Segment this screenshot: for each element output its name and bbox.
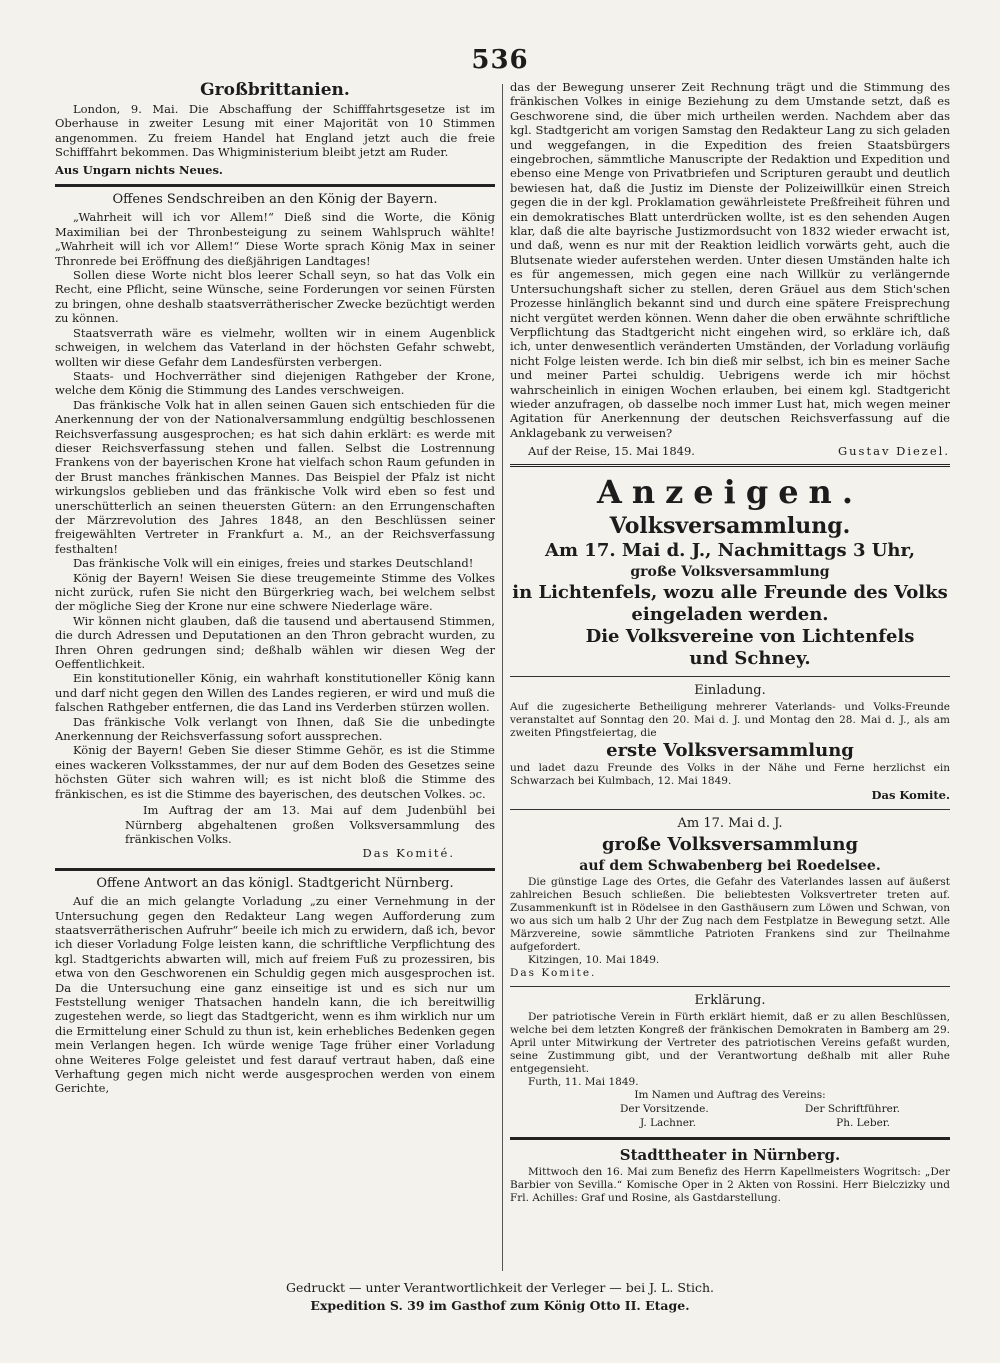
letter-paragraph: Staatsverrath wäre es vielmehr, wollten wir in einem Augenblick schweigen, in welchem das Vaterland in der höchsten Gefahr schwebt, wollten wir diese Gefahr dem Landesfürsten verbergen. bbox=[55, 325, 495, 369]
ad-role-left: Der Vorsitzende. bbox=[620, 1102, 709, 1115]
letter-paragraph: Das fränkische Volk will ein einiges, freies und starkes Deutschland! bbox=[73, 556, 474, 571]
ad-date: Am 17. Mai d. J. bbox=[677, 815, 783, 831]
ad-event-line: große Volksversammlung bbox=[630, 564, 830, 581]
ad-place-date: Kitzingen, 10. Mai 1849. bbox=[528, 953, 660, 966]
ad-location: auf dem Schwabenberg bei Roedelsee. bbox=[579, 857, 881, 874]
ad-einladung-text: Auf die zugesicherte Betheiligung mehrerer Vaterlands- und Volks-Freunde veranstaltet auf Sonntag den 20. Mai d. J. und Montag den 28. Mai d. J., als am zweiten Pfingstfeiertag, die bbox=[510, 701, 950, 740]
antwort-title: Offene Antwort an das königl. Stadtgericht Nürnberg. bbox=[96, 875, 454, 891]
ad-erklaerung-text: Der patriotische Verein in Fürth erklärt hiemit, daß er zu allen Beschlüssen, welche bei dem letzten Kongreß der fränkischen Demokraten in Bamberg am 29. April unter Mitwirkung der Vertreter des patriotischen Vereins gefaßt wurden, seine Zustimmung gibt, und der Verantwortung deßhalb mit aller Ruhe entgegensieht. bbox=[510, 1010, 950, 1075]
theater-text: Mittwoch den 16. Mai zum Benefiz des Herrn Kapellmeisters Wogritsch: „Der Barbier von Sevilla.“ Komische Oper in 2 Akten von Rossini. Herr Bielczizky und Frl. Achilles: Graf und Rosine, als Gastdarstellung. bbox=[510, 1165, 950, 1204]
letter-paragraph: König der Bayern! Weisen Sie diese treugemeinte Stimme des Volkes nicht zurück, rufen Sie nicht den Bürgerkrieg wach, bei welchem selbst der mögliche Sieg der Krone nur eine schwere Niederlage wäre. bbox=[55, 570, 495, 614]
gb-heading: Großbrittanien. bbox=[200, 80, 350, 100]
ad-place-line: in Lichtenfels, wozu alle Freunde des Volks eingeladen werden. bbox=[512, 582, 948, 626]
ad-organizer-line: Die Volksvereine von Lichtenfels und Schney. bbox=[585, 626, 915, 670]
letter-paragraph: Ein konstitutioneller König, ein wahrhaft konstitutioneller König kann und darf nicht gegen den Willen des Landes regieren, er wird und muß die falschen Rathgeber entfernen, die das Land ins Verderben stürzen wollen. bbox=[55, 671, 495, 715]
right-column bbox=[510, 80, 950, 1205]
ad-erklaerung-title: Erklärung. bbox=[694, 992, 766, 1008]
ad-rule bbox=[510, 986, 950, 987]
ad-einladung-event: erste Volksversammlung bbox=[606, 740, 854, 762]
letter-paragraph: Staats- und Hochverräther sind diejenigen Rathgeber der Krone, welche dem König die Stimmung des Landes verschweigen. bbox=[55, 368, 495, 398]
theater-title: Stadttheater in Nürnberg. bbox=[619, 1145, 841, 1164]
ad-text: Die günstige Lage des Ortes, die Gefahr des Vaterlandes lassen auf äußerst zahlreichen Besuch schließen. Die beliebtesten Volksvertreter treten auf. Zusammenkunft ist in Rödelsee in den Gasthäusern zum Löwen und Schwan, von wo aus sich um halb 2 Uhr der Zug nach dem Festplatze in Bewegung setzt. Alle Märzvereine, sowie sämmtliche Patrioten Frankens sind zur Theilnahme aufgefordert. bbox=[510, 875, 950, 953]
ad-name-left: J. Lachner. bbox=[640, 1116, 697, 1129]
ad-erklaerung-place: Furth, 11. Mai 1849. bbox=[528, 1075, 639, 1088]
antwort-place-date: Auf der Reise, 15. Mai 1849. bbox=[528, 444, 695, 459]
ungarn-note: Aus Ungarn nichts Neues. bbox=[55, 162, 223, 177]
letter-signature: Das Komité. bbox=[362, 846, 455, 861]
antwort-continued: das der Bewegung unserer Zeit Rechnung trägt und die Stimmung des fränkischen Volkes in einige Beziehung zu dem Umstande setzt, daß es Geschworene sind, die über mich urtheilen werden. Nachdem aber das kgl. Stadtgericht am vorigen Samstag den Redakteur Lang zu sich geladen und weggefangen, in die Expedition des freien Staatsbürgers eingebrochen, sämmtliche Manuscripte der Redaktion und Expedition und ebenso eine Menge von Privatbriefen und Scripturen geraubt und deutlich bewiesen hat, daß die Justiz im Dienste der Polizeiwillkür einen Streich gegen die in der kgl. Proklamation gewährleistete Preßfreiheit führen und ein demokratisches Blatt unterdrücken wollte, ist es den sehenden Augen klar, daß die alte bayrische Justizmordsucht von 1832 wieder erwacht ist, und daß, wenn es nur mit der Reaktion leidlich vorwärts geht, auch die Blutsenate wieder auferstehen werden. Unter diesen Umständen halte ich es für angemessen, mich gegen eine nach Willkür zu verlängernde Untersuchungshaft sicher zu stellen, deren Gräuel aus dem Stich'schen Prozesse hinlänglich bekannt sind und durch eine spätere Freisprechung nicht vergütet werden können. Wenn daher die oben erwähnte schriftliche Verpflichtung das Stadtgericht nicht eingehen wird, so erkläre ich, daß ich, unter denwesentlich veränderten Umständen, der Vorladung vorläufig nicht Folge leisten werde. Ich bin dieß mir selbst, ich bin es meiner Sache und meiner Partei schuldig. Uebrigens werde ich mir höchst wahrscheinlich in einigen Wochen erlauben, bei einem kgl. Stadtgericht wieder anzufragen, ob dasselbe noch immer Lust hat, mich wegen meiner Agitation für Anerkennung der deutschen Reichsverfassung auf die Anklagebank zu verweisen? bbox=[510, 80, 950, 440]
letter-paragraph: Das fränkische Volk verlangt von Ihnen, daß Sie die unbedingte Anerkennung der Reichsverfassung sofort aussprechen. bbox=[55, 714, 495, 744]
section-rule bbox=[55, 184, 495, 187]
letter-paragraph: Sollen diese Worte nicht blos leerer Schall seyn, so hat das Volk ein Recht, eine Pflicht, seine Wünsche, seine Forderungen vor seinen Fürsten zu bringen, ohne deshalb staatsverrätherischer Zwecke bezüchtigt werden zu können. bbox=[55, 268, 495, 326]
letter-closing: Im Auftrag der am 13. Mai auf dem Judenbühl bei Nürnberg abgehaltenen großen Volksversammlung des fränkischen Volks. bbox=[125, 803, 495, 846]
left-column bbox=[55, 80, 495, 1096]
ad-volksversammlung-title: Volksversammlung. bbox=[609, 513, 851, 540]
ad-event: große Volksversammlung bbox=[601, 833, 859, 855]
page-number: 536 bbox=[471, 45, 529, 75]
section-rule bbox=[55, 868, 495, 871]
letter-paragraph: König der Bayern! Geben Sie dieser Stimme Gehör, es ist die Stimme eines wackeren Volksstammes, der nur auf dem Boden des Gesetzes seine höchsten Güter sich wahren will; es ist nicht bloß die Stimme des fränkischen, es ist die Stimme des bayerischen, des deutschen Volkes. ɔc. bbox=[55, 743, 495, 801]
ad-role-right: Der Schriftführer. bbox=[804, 1102, 900, 1115]
ad-einladung-title: Einladung. bbox=[694, 683, 766, 699]
footer-printer: Gedruckt — unter Verantwortlichkeit der Verleger — bei J. L. Stich. bbox=[286, 1280, 714, 1295]
gb-text: London, 9. Mai. Die Abschaffung der Schifffahrtsgesetze ist im Oberhause in zweiter Lesung mit einer Majorität von 10 Stimmen angenommen. Zu freiem Handel hat England jetzt auch die freie Schifffahrt bekommen. Das Whigministerium bleibt jetzt am Ruder. bbox=[55, 102, 495, 160]
footer-expedition: Expedition S. 39 im Gasthof zum König Otto II. Etage. bbox=[310, 1298, 690, 1313]
antwort-signature: Gustav Diezel. bbox=[837, 444, 950, 459]
letter-paragraph: Das fränkische Volk hat in allen seinen Gauen sich entschieden für die Anerkennung der von der Nationalversammlung endgültig beschlossenen Reichsverfassung ausgesprochen; es hat sich dahin erklärt: es werde mit dieser Reichsverfassung stehen und fallen. Selbst die Lostrennung Frankens von der bayerischen Krone hat vielfach schon Raum gefunden in der Brust manches fränkischen Mannes. Das Beispiel der Pfalz ist nicht wirkungslos geblieben und das fränkische Volk wird eben so fest und unerschütterlich an seinen theuersten Gütern: an den Errungenschaften der Märzrevolution des Jahres 1848, an den Beschlüssen seiner freigewählten Vertreter in Frankfurt a. M., an der Reichsverfassung festhalten! bbox=[55, 397, 495, 556]
ad-rule bbox=[510, 809, 950, 810]
ad-einladung-signature: Das Komite. bbox=[871, 788, 950, 803]
ad-einladung-text2: und ladet dazu Freunde des Volks in der Nähe und Ferne herzlichst ein Schwarzach bei Kulmbach, 12. Mai 1849. bbox=[510, 762, 950, 788]
ad-rule bbox=[510, 1137, 950, 1140]
ad-rule bbox=[510, 676, 950, 677]
letter-paragraph: „Wahrheit will ich vor Allem!“ Dieß sind die Worte, die König Maximilian bei der Thronbesteigung zu seinem Wahlspruch wählte! „Wahrheit will ich vor Allem!“ Diese Worte sprach König Max in seiner Thronrede bei Eröffnung des dießjährigen Landtages! bbox=[55, 210, 495, 268]
ad-signature: Das Komite. bbox=[510, 966, 597, 979]
letter-paragraph: Wir können nicht glauben, daß die tausend und abertausend Stimmen, die durch Adressen und Deputationen an den Thron gebracht wurden, zu Ihren Ohren gedrungen sind; deßhalb wählen wir diesen Weg der Oeffentlichkeit. bbox=[55, 613, 495, 672]
anzeigen-heading: Anzeigen. bbox=[597, 473, 863, 512]
letter-title: Offenes Sendschreiben an den König der Bayern. bbox=[112, 192, 438, 208]
column-divider bbox=[502, 84, 503, 1271]
ad-erklaerung-behalf: Im Namen und Auftrag des Vereins: bbox=[634, 1088, 826, 1101]
ad-name-right: Ph. Leber. bbox=[836, 1116, 890, 1129]
footer bbox=[0, 1279, 1000, 1315]
ad-date-line: Am 17. Mai d. J., Nachmittags 3 Uhr, bbox=[545, 540, 915, 562]
antwort-text: Auf die an mich gelangte Vorladung „zu einer Vernehmung in der Untersuchung gegen den Redakteur Lang wegen Aufforderung zum staatsverrätherischen Aufruhr“ beeile ich mich zu erwidern, daß ich, bevor ich dieser Vorladung Folge leisten kann, die schriftliche Verpflichtung des kgl. Stadtgerichts abwarten will, mich auf freiem Fuß zu prozessiren, bis etwa von den Geschworenen ein Schuldig gegen mich ausgesprochen ist. Da die Untersuchung eine ganz einseitige ist und es sich nur um Feststellung weniger Thatsachen handeln kann, die ich bereitwillig zugestehen werde, so liegt das Stadtgericht, wenn es ihm wirklich nur um die Ermittelung einer Schuld zu thun ist, kein erhebliches Bedenken gegen mein Verlangen hegen. Ich würde wenige Tage früher einer Vorladung ohne Weiteres Folge geleistet und fest darauf vertraut haben, daß eine Verhaftung gegen mich nicht werde ausgesprochen werden von einem Gerichte, bbox=[55, 894, 495, 1096]
section-rule bbox=[510, 464, 950, 467]
